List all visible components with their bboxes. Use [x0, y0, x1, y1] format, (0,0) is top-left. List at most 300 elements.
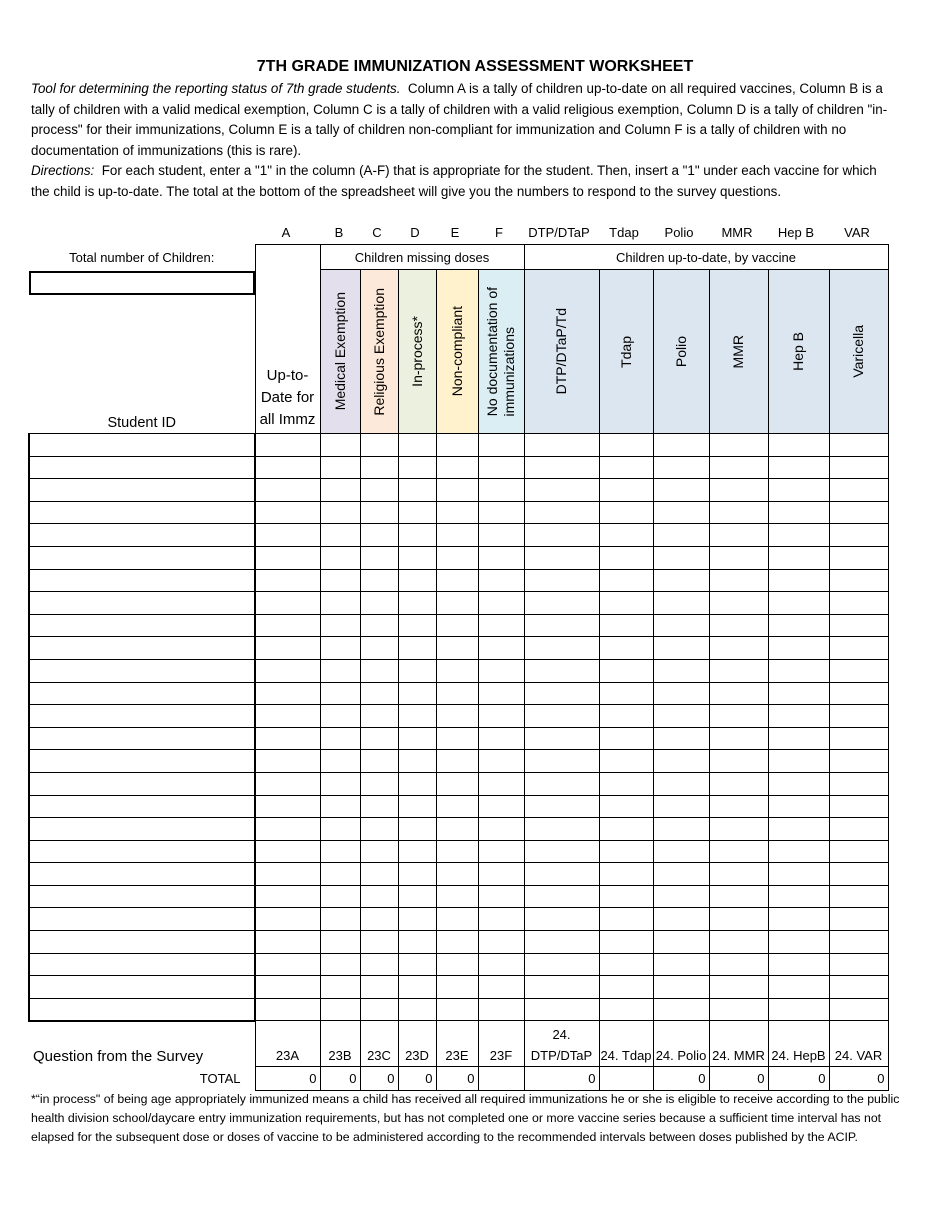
tally-cell[interactable]: [653, 863, 709, 886]
tally-cell[interactable]: [436, 795, 478, 818]
tally-cell[interactable]: [436, 659, 478, 682]
tally-cell[interactable]: [524, 682, 599, 705]
student-id-cell[interactable]: [29, 456, 255, 479]
tally-cell[interactable]: [653, 614, 709, 637]
student-id-cell[interactable]: [29, 840, 255, 863]
tally-cell[interactable]: [768, 818, 829, 841]
tally-cell[interactable]: [360, 976, 398, 999]
tally-cell[interactable]: [255, 885, 320, 908]
tally-cell[interactable]: [829, 840, 888, 863]
tally-cell[interactable]: [436, 501, 478, 524]
tally-cell[interactable]: [478, 434, 524, 457]
tally-cell[interactable]: [478, 682, 524, 705]
tally-cell[interactable]: [524, 976, 599, 999]
tally-cell[interactable]: [436, 546, 478, 569]
student-id-cell[interactable]: [29, 524, 255, 547]
tally-cell[interactable]: [709, 885, 768, 908]
student-id-cell[interactable]: [29, 863, 255, 886]
tally-cell[interactable]: [360, 727, 398, 750]
tally-cell[interactable]: [524, 637, 599, 660]
tally-cell[interactable]: [599, 976, 653, 999]
tally-cell[interactable]: [478, 953, 524, 976]
tally-cell[interactable]: [320, 840, 360, 863]
tally-cell[interactable]: [320, 501, 360, 524]
tally-cell[interactable]: [829, 863, 888, 886]
tally-cell[interactable]: [524, 908, 599, 931]
tally-cell[interactable]: [320, 682, 360, 705]
tally-cell[interactable]: [653, 885, 709, 908]
tally-cell[interactable]: [398, 614, 436, 637]
tally-cell[interactable]: [653, 976, 709, 999]
tally-cell[interactable]: [599, 592, 653, 615]
tally-cell[interactable]: [829, 885, 888, 908]
tally-cell[interactable]: [398, 479, 436, 502]
tally-cell[interactable]: [255, 931, 320, 954]
tally-cell[interactable]: [436, 998, 478, 1021]
tally-cell[interactable]: [478, 546, 524, 569]
tally-cell[interactable]: [320, 434, 360, 457]
student-id-cell[interactable]: [29, 885, 255, 908]
tally-cell[interactable]: [360, 953, 398, 976]
tally-cell[interactable]: [360, 479, 398, 502]
tally-cell[interactable]: [709, 705, 768, 728]
tally-cell[interactable]: [599, 953, 653, 976]
tally-cell[interactable]: [599, 479, 653, 502]
tally-cell[interactable]: [360, 592, 398, 615]
tally-cell[interactable]: [829, 456, 888, 479]
tally-cell[interactable]: [829, 524, 888, 547]
tally-cell[interactable]: [829, 434, 888, 457]
tally-cell[interactable]: [653, 908, 709, 931]
tally-cell[interactable]: [768, 659, 829, 682]
tally-cell[interactable]: [599, 727, 653, 750]
tally-cell[interactable]: [320, 953, 360, 976]
tally-cell[interactable]: [829, 614, 888, 637]
tally-cell[interactable]: [653, 637, 709, 660]
tally-cell[interactable]: [653, 795, 709, 818]
tally-cell[interactable]: [255, 998, 320, 1021]
tally-cell[interactable]: [436, 434, 478, 457]
tally-cell[interactable]: [478, 637, 524, 660]
tally-cell[interactable]: [436, 976, 478, 999]
tally-cell[interactable]: [436, 863, 478, 886]
tally-cell[interactable]: [653, 434, 709, 457]
tally-cell[interactable]: [360, 998, 398, 1021]
tally-cell[interactable]: [768, 885, 829, 908]
tally-cell[interactable]: [709, 682, 768, 705]
tally-cell[interactable]: [320, 614, 360, 637]
tally-cell[interactable]: [524, 501, 599, 524]
tally-cell[interactable]: [436, 885, 478, 908]
tally-cell[interactable]: [320, 795, 360, 818]
tally-cell[interactable]: [829, 705, 888, 728]
tally-cell[interactable]: [829, 546, 888, 569]
tally-cell[interactable]: [709, 637, 768, 660]
tally-cell[interactable]: [478, 592, 524, 615]
tally-cell[interactable]: [436, 750, 478, 773]
tally-cell[interactable]: [436, 772, 478, 795]
tally-cell[interactable]: [360, 501, 398, 524]
tally-cell[interactable]: [524, 456, 599, 479]
tally-cell[interactable]: [255, 908, 320, 931]
tally-cell[interactable]: [768, 863, 829, 886]
student-id-cell[interactable]: [29, 727, 255, 750]
tally-cell[interactable]: [398, 818, 436, 841]
student-id-cell[interactable]: [29, 434, 255, 457]
tally-cell[interactable]: [320, 592, 360, 615]
tally-cell[interactable]: [709, 546, 768, 569]
tally-cell[interactable]: [829, 795, 888, 818]
tally-cell[interactable]: [255, 659, 320, 682]
tally-cell[interactable]: [360, 795, 398, 818]
tally-cell[interactable]: [398, 727, 436, 750]
tally-cell[interactable]: [709, 727, 768, 750]
tally-cell[interactable]: [478, 569, 524, 592]
tally-cell[interactable]: [255, 682, 320, 705]
tally-cell[interactable]: [768, 772, 829, 795]
tally-cell[interactable]: [320, 863, 360, 886]
tally-cell[interactable]: [768, 637, 829, 660]
tally-cell[interactable]: [320, 908, 360, 931]
tally-cell[interactable]: [478, 705, 524, 728]
tally-cell[interactable]: [255, 637, 320, 660]
tally-cell[interactable]: [709, 750, 768, 773]
tally-cell[interactable]: [653, 569, 709, 592]
tally-cell[interactable]: [478, 840, 524, 863]
tally-cell[interactable]: [360, 705, 398, 728]
tally-cell[interactable]: [255, 863, 320, 886]
tally-cell[interactable]: [599, 908, 653, 931]
tally-cell[interactable]: [768, 953, 829, 976]
tally-cell[interactable]: [709, 479, 768, 502]
student-id-cell[interactable]: [29, 705, 255, 728]
student-id-cell[interactable]: [29, 569, 255, 592]
tally-cell[interactable]: [436, 456, 478, 479]
tally-cell[interactable]: [599, 998, 653, 1021]
tally-cell[interactable]: [709, 953, 768, 976]
tally-cell[interactable]: [360, 885, 398, 908]
tally-cell[interactable]: [829, 569, 888, 592]
tally-cell[interactable]: [255, 976, 320, 999]
tally-cell[interactable]: [768, 569, 829, 592]
tally-cell[interactable]: [829, 637, 888, 660]
tally-cell[interactable]: [768, 592, 829, 615]
tally-cell[interactable]: [478, 818, 524, 841]
tally-cell[interactable]: [524, 953, 599, 976]
tally-cell[interactable]: [709, 795, 768, 818]
tally-cell[interactable]: [829, 772, 888, 795]
tally-cell[interactable]: [829, 479, 888, 502]
tally-cell[interactable]: [360, 750, 398, 773]
tally-cell[interactable]: [768, 456, 829, 479]
tally-cell[interactable]: [436, 479, 478, 502]
tally-cell[interactable]: [255, 456, 320, 479]
total-children-input[interactable]: [29, 271, 255, 295]
student-id-cell[interactable]: [29, 501, 255, 524]
tally-cell[interactable]: [653, 682, 709, 705]
tally-cell[interactable]: [360, 908, 398, 931]
tally-cell[interactable]: [360, 682, 398, 705]
tally-cell[interactable]: [829, 953, 888, 976]
tally-cell[interactable]: [398, 524, 436, 547]
tally-cell[interactable]: [768, 501, 829, 524]
tally-cell[interactable]: [709, 592, 768, 615]
tally-cell[interactable]: [320, 750, 360, 773]
tally-cell[interactable]: [524, 863, 599, 886]
tally-cell[interactable]: [255, 840, 320, 863]
tally-cell[interactable]: [398, 501, 436, 524]
tally-cell[interactable]: [436, 727, 478, 750]
student-id-cell[interactable]: [29, 614, 255, 637]
tally-cell[interactable]: [398, 546, 436, 569]
tally-cell[interactable]: [768, 750, 829, 773]
tally-cell[interactable]: [599, 840, 653, 863]
tally-cell[interactable]: [436, 931, 478, 954]
tally-cell[interactable]: [478, 931, 524, 954]
tally-cell[interactable]: [255, 772, 320, 795]
tally-cell[interactable]: [829, 727, 888, 750]
tally-cell[interactable]: [524, 840, 599, 863]
tally-cell[interactable]: [709, 998, 768, 1021]
tally-cell[interactable]: [320, 885, 360, 908]
tally-cell[interactable]: [320, 772, 360, 795]
tally-cell[interactable]: [436, 592, 478, 615]
tally-cell[interactable]: [768, 908, 829, 931]
tally-cell[interactable]: [524, 772, 599, 795]
tally-cell[interactable]: [398, 705, 436, 728]
tally-cell[interactable]: [653, 840, 709, 863]
tally-cell[interactable]: [320, 479, 360, 502]
tally-cell[interactable]: [599, 682, 653, 705]
tally-cell[interactable]: [653, 501, 709, 524]
tally-cell[interactable]: [478, 863, 524, 886]
tally-cell[interactable]: [524, 727, 599, 750]
tally-cell[interactable]: [653, 772, 709, 795]
tally-cell[interactable]: [709, 818, 768, 841]
tally-cell[interactable]: [768, 546, 829, 569]
tally-cell[interactable]: [436, 614, 478, 637]
tally-cell[interactable]: [320, 998, 360, 1021]
student-id-cell[interactable]: [29, 772, 255, 795]
tally-cell[interactable]: [255, 614, 320, 637]
tally-cell[interactable]: [709, 456, 768, 479]
tally-cell[interactable]: [653, 953, 709, 976]
tally-cell[interactable]: [599, 750, 653, 773]
tally-cell[interactable]: [599, 637, 653, 660]
tally-cell[interactable]: [320, 456, 360, 479]
tally-cell[interactable]: [653, 705, 709, 728]
tally-cell[interactable]: [436, 524, 478, 547]
tally-cell[interactable]: [398, 931, 436, 954]
tally-cell[interactable]: [320, 976, 360, 999]
tally-cell[interactable]: [478, 998, 524, 1021]
tally-cell[interactable]: [768, 479, 829, 502]
tally-cell[interactable]: [829, 976, 888, 999]
tally-cell[interactable]: [360, 434, 398, 457]
tally-cell[interactable]: [524, 659, 599, 682]
student-id-cell[interactable]: [29, 998, 255, 1021]
tally-cell[interactable]: [524, 614, 599, 637]
tally-cell[interactable]: [478, 750, 524, 773]
tally-cell[interactable]: [709, 659, 768, 682]
tally-cell[interactable]: [524, 750, 599, 773]
tally-cell[interactable]: [436, 908, 478, 931]
tally-cell[interactable]: [360, 772, 398, 795]
tally-cell[interactable]: [320, 546, 360, 569]
tally-cell[interactable]: [599, 795, 653, 818]
tally-cell[interactable]: [653, 998, 709, 1021]
tally-cell[interactable]: [524, 818, 599, 841]
tally-cell[interactable]: [320, 818, 360, 841]
tally-cell[interactable]: [398, 750, 436, 773]
tally-cell[interactable]: [478, 659, 524, 682]
tally-cell[interactable]: [255, 750, 320, 773]
tally-cell[interactable]: [768, 705, 829, 728]
tally-cell[interactable]: [829, 818, 888, 841]
tally-cell[interactable]: [398, 682, 436, 705]
tally-cell[interactable]: [255, 434, 320, 457]
tally-cell[interactable]: [653, 818, 709, 841]
tally-cell[interactable]: [255, 705, 320, 728]
tally-cell[interactable]: [829, 659, 888, 682]
tally-cell[interactable]: [709, 772, 768, 795]
tally-cell[interactable]: [360, 818, 398, 841]
tally-cell[interactable]: [478, 772, 524, 795]
tally-cell[interactable]: [478, 456, 524, 479]
tally-cell[interactable]: [360, 524, 398, 547]
tally-cell[interactable]: [255, 479, 320, 502]
tally-cell[interactable]: [255, 524, 320, 547]
tally-cell[interactable]: [255, 569, 320, 592]
tally-cell[interactable]: [436, 569, 478, 592]
tally-cell[interactable]: [436, 705, 478, 728]
tally-cell[interactable]: [255, 592, 320, 615]
student-id-cell[interactable]: [29, 750, 255, 773]
tally-cell[interactable]: [320, 727, 360, 750]
tally-cell[interactable]: [360, 659, 398, 682]
tally-cell[interactable]: [255, 795, 320, 818]
tally-cell[interactable]: [709, 501, 768, 524]
student-id-cell[interactable]: [29, 546, 255, 569]
tally-cell[interactable]: [398, 840, 436, 863]
tally-cell[interactable]: [599, 546, 653, 569]
tally-cell[interactable]: [524, 931, 599, 954]
tally-cell[interactable]: [524, 479, 599, 502]
tally-cell[interactable]: [524, 434, 599, 457]
tally-cell[interactable]: [360, 637, 398, 660]
tally-cell[interactable]: [398, 863, 436, 886]
tally-cell[interactable]: [653, 592, 709, 615]
tally-cell[interactable]: [653, 727, 709, 750]
student-id-cell[interactable]: [29, 659, 255, 682]
student-id-cell[interactable]: [29, 908, 255, 931]
student-id-cell[interactable]: [29, 818, 255, 841]
tally-cell[interactable]: [360, 931, 398, 954]
tally-cell[interactable]: [436, 818, 478, 841]
tally-cell[interactable]: [709, 569, 768, 592]
tally-cell[interactable]: [709, 524, 768, 547]
tally-cell[interactable]: [768, 434, 829, 457]
tally-cell[interactable]: [398, 569, 436, 592]
tally-cell[interactable]: [398, 772, 436, 795]
student-id-cell[interactable]: [29, 479, 255, 502]
tally-cell[interactable]: [768, 614, 829, 637]
tally-cell[interactable]: [768, 795, 829, 818]
tally-cell[interactable]: [255, 546, 320, 569]
tally-cell[interactable]: [599, 931, 653, 954]
tally-cell[interactable]: [829, 750, 888, 773]
tally-cell[interactable]: [653, 659, 709, 682]
tally-cell[interactable]: [398, 953, 436, 976]
tally-cell[interactable]: [320, 705, 360, 728]
tally-cell[interactable]: [360, 614, 398, 637]
tally-cell[interactable]: [398, 976, 436, 999]
tally-cell[interactable]: [398, 637, 436, 660]
tally-cell[interactable]: [524, 885, 599, 908]
tally-cell[interactable]: [524, 705, 599, 728]
tally-cell[interactable]: [255, 818, 320, 841]
tally-cell[interactable]: [599, 434, 653, 457]
tally-cell[interactable]: [398, 434, 436, 457]
tally-cell[interactable]: [255, 501, 320, 524]
tally-cell[interactable]: [524, 998, 599, 1021]
student-id-cell[interactable]: [29, 976, 255, 999]
tally-cell[interactable]: [599, 772, 653, 795]
tally-cell[interactable]: [478, 795, 524, 818]
tally-cell[interactable]: [524, 569, 599, 592]
tally-cell[interactable]: [709, 434, 768, 457]
tally-cell[interactable]: [829, 931, 888, 954]
tally-cell[interactable]: [599, 659, 653, 682]
tally-cell[interactable]: [829, 501, 888, 524]
tally-cell[interactable]: [829, 592, 888, 615]
tally-cell[interactable]: [709, 908, 768, 931]
tally-cell[interactable]: [320, 524, 360, 547]
tally-cell[interactable]: [709, 863, 768, 886]
tally-cell[interactable]: [709, 614, 768, 637]
tally-cell[interactable]: [436, 840, 478, 863]
tally-cell[interactable]: [524, 524, 599, 547]
tally-cell[interactable]: [398, 998, 436, 1021]
tally-cell[interactable]: [599, 569, 653, 592]
tally-cell[interactable]: [478, 501, 524, 524]
student-id-cell[interactable]: [29, 682, 255, 705]
tally-cell[interactable]: [360, 456, 398, 479]
tally-cell[interactable]: [709, 840, 768, 863]
tally-cell[interactable]: [768, 931, 829, 954]
tally-cell[interactable]: [653, 479, 709, 502]
tally-cell[interactable]: [398, 908, 436, 931]
tally-cell[interactable]: [398, 592, 436, 615]
tally-cell[interactable]: [599, 524, 653, 547]
tally-cell[interactable]: [360, 863, 398, 886]
student-id-cell[interactable]: [29, 637, 255, 660]
tally-cell[interactable]: [709, 976, 768, 999]
tally-cell[interactable]: [768, 998, 829, 1021]
tally-cell[interactable]: [478, 614, 524, 637]
student-id-cell[interactable]: [29, 795, 255, 818]
tally-cell[interactable]: [320, 637, 360, 660]
tally-cell[interactable]: [599, 501, 653, 524]
tally-cell[interactable]: [829, 908, 888, 931]
tally-cell[interactable]: [768, 976, 829, 999]
tally-cell[interactable]: [478, 976, 524, 999]
tally-cell[interactable]: [436, 953, 478, 976]
student-id-cell[interactable]: [29, 931, 255, 954]
tally-cell[interactable]: [599, 705, 653, 728]
tally-cell[interactable]: [255, 727, 320, 750]
tally-cell[interactable]: [599, 456, 653, 479]
